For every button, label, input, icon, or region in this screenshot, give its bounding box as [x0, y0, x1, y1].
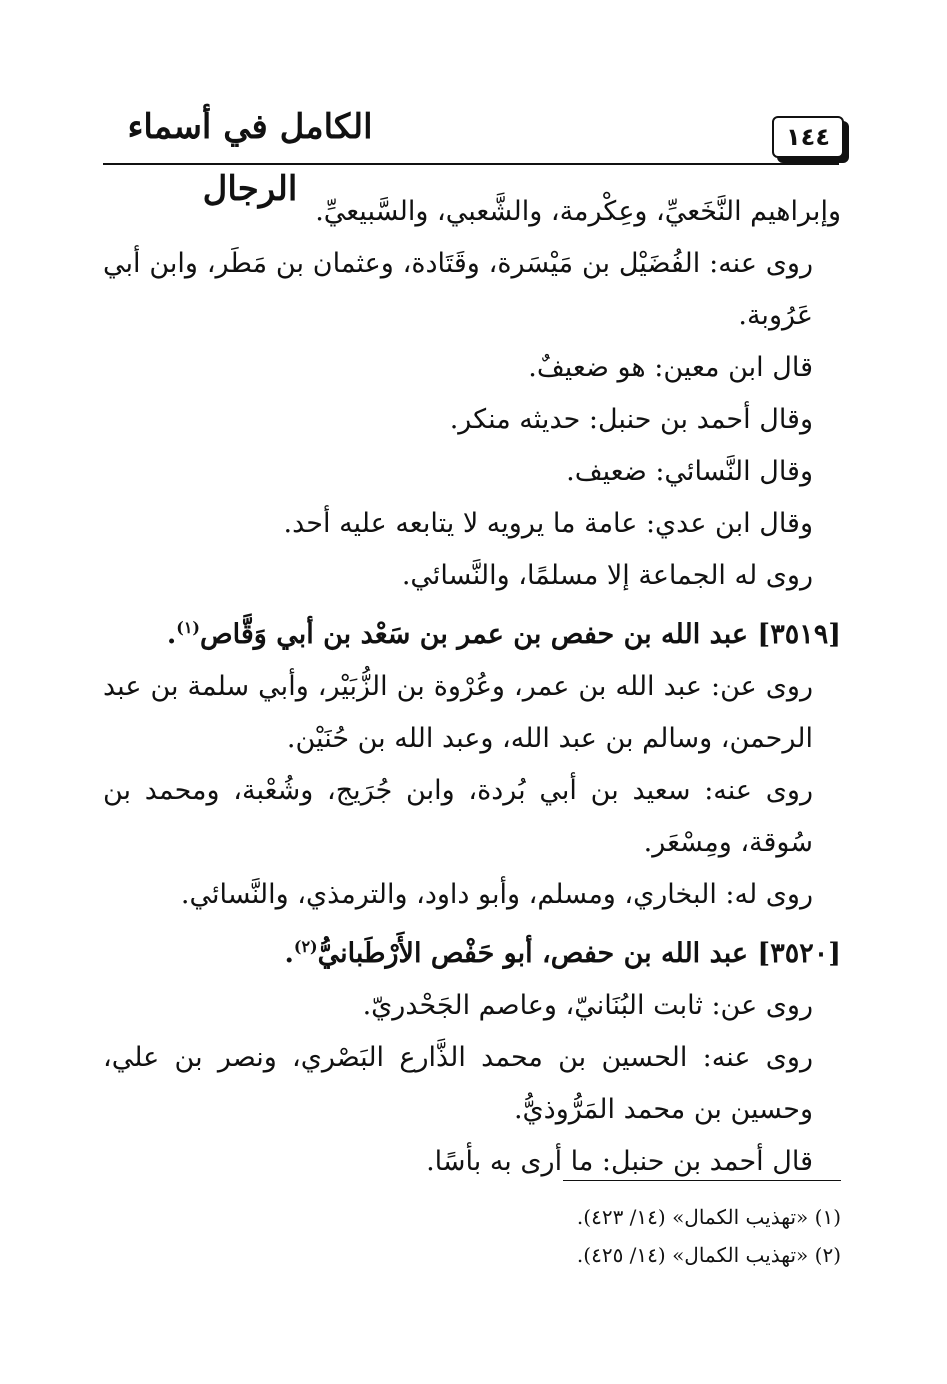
- text-paragraph: وقال أحمد بن حنبل: حديثه منكر.: [449, 404, 813, 435]
- text-paragraph: روى عنه: سعيد بن أبي بُردة، وابن جُرَيج، وشُعْبة، ومحمد بن سُوقة، ومِسْعَر.: [103, 775, 813, 858]
- text-paragraph: قال أحمد بن حنبل: ما أرى به بأسًا.: [426, 1146, 813, 1177]
- footnote-2: (٢) «تهذيب الكمال» (١٤/ ٤٢٥).: [576, 1243, 841, 1267]
- page-number: ١٤٤: [772, 116, 844, 158]
- text-paragraph: وقال ابن عدي: عامة ما يرويه لا يتابعه عليه أحد.: [283, 508, 813, 539]
- footnote-divider: [563, 1180, 841, 1181]
- header-divider: [103, 163, 839, 165]
- biography-entry-heading: [٣٥١٩] عبد الله بن حفص بن عمر بن سَعْد بن أبي وَقَّاص$^{(١)}$.: [166, 618, 841, 650]
- text-paragraph: روى له الجماعة إلا مسلمًا، والنَّسائي.: [401, 560, 813, 591]
- footnote-marker: (١): [176, 618, 200, 637]
- book-title: الكامل في أسماء الرجال: [127, 107, 373, 209]
- text-paragraph: روى عنه: الفُضَيْل بن مَيْسَرة، وقَتَادة، وعثمان بن مَطَر، وابن أبي عَرُوبة.: [103, 248, 813, 331]
- biography-entry-heading: [٣٥٢٠] عبد الله بن حفص، أبو حَفْص الأَرْطَبانيُّ$^{(٢)}$.: [284, 937, 841, 969]
- main-text: [103, 186, 841, 1188]
- entry-title: [٣٥٢٠] عبد الله بن حفص، أبو حَفْص الأَرْطَبانيُّ: [317, 938, 841, 969]
- footnotes: [300, 1198, 841, 1274]
- footnote-marker: (٢): [293, 937, 318, 956]
- text-paragraph: وقال النَّسائي: ضعيف.: [566, 456, 813, 487]
- text-paragraph: روى له: البخاري، ومسلم، وأبو داود، والترمذي، والنَّسائي.: [180, 879, 813, 910]
- entry-title: [٣٥١٩] عبد الله بن حفص بن عمر بن سَعْد بن أبي وَقَّاص: [199, 619, 841, 650]
- text-paragraph: روى عنه: الحسين بن محمد الذَّارع البَصْري، ونصر بن علي، وحسين بن محمد المَرُّوذيُّ.: [103, 1042, 813, 1125]
- text-paragraph: روى عن: عبد الله بن عمر، وعُرْوة بن الزُّبَيْر، وأبي سلمة بن عبد الرحمن، وسالم بن عبد الله، وعبد الله بن حُنَيْن.: [103, 671, 813, 754]
- text-paragraph: قال ابن معين: هو ضعيفٌ.: [528, 352, 813, 383]
- text-paragraph: روى عن: ثابت البُنَانيّ، وعاصم الجَحْدريّ.: [362, 990, 813, 1021]
- text-paragraph: وإبراهيم النَّخَعيِّ، وعِكْرمة، والشَّعبي، والسَّبيعيِّ.: [315, 196, 841, 227]
- footnote-1: (١) «تهذيب الكمال» (١٤/ ٤٢٣).: [576, 1205, 841, 1229]
